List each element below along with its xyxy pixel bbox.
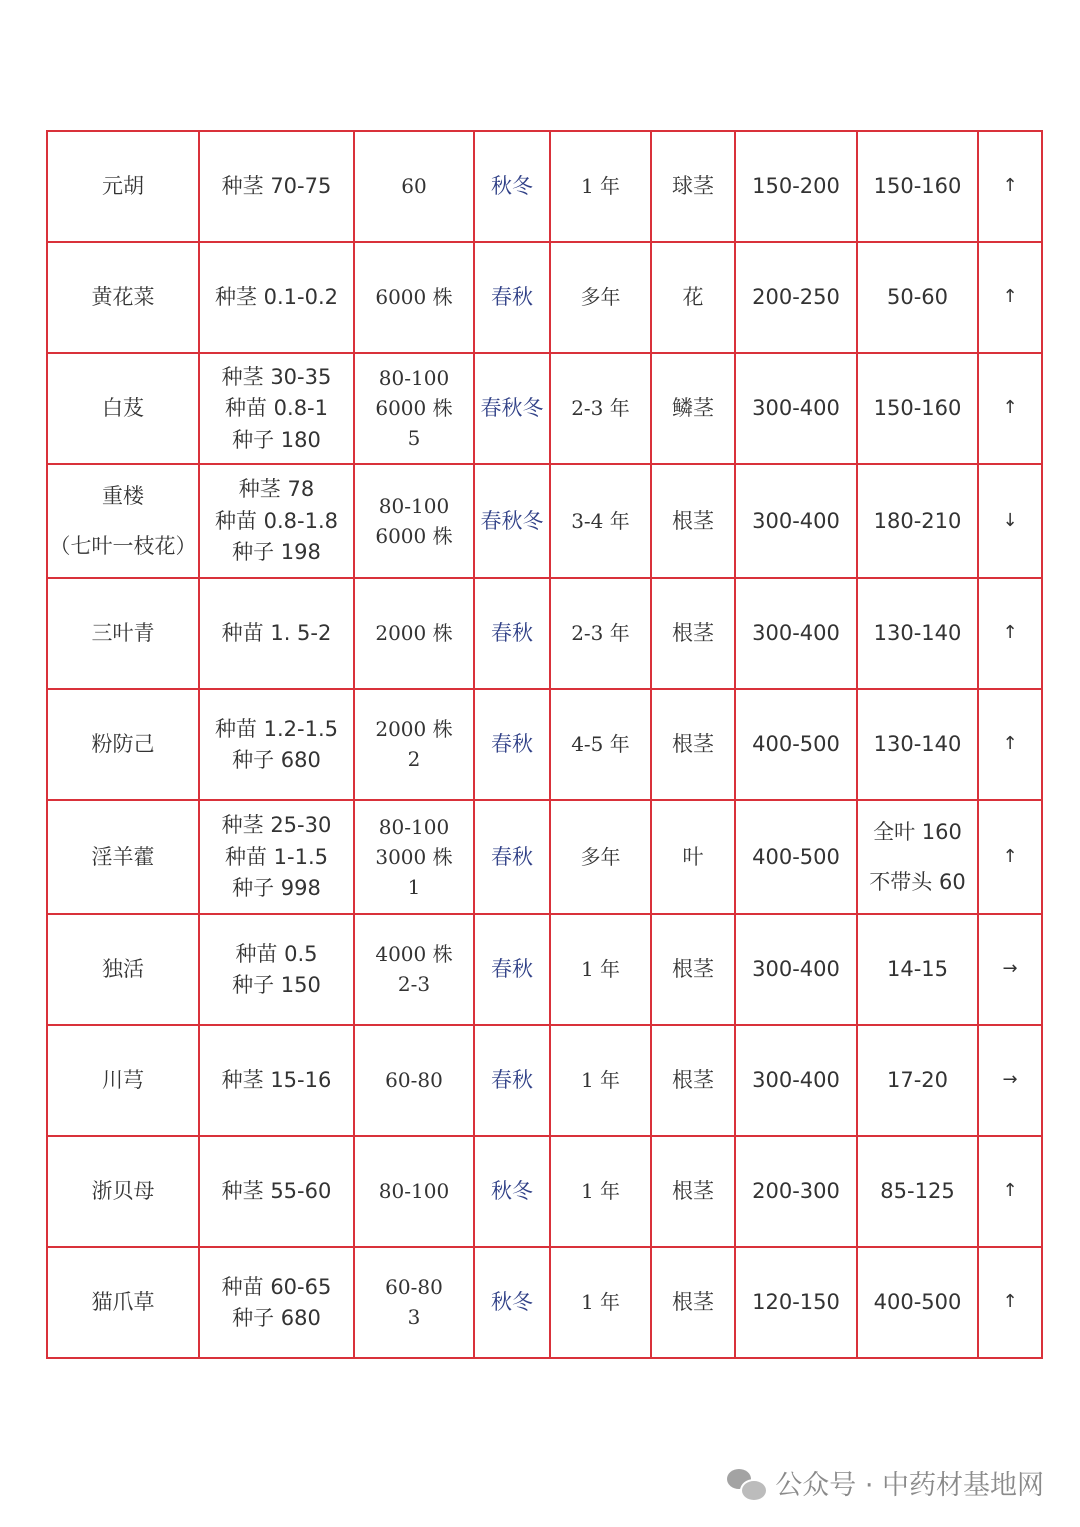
price-cell bbox=[857, 800, 978, 914]
price-cell-line: 400-500 bbox=[873, 1290, 962, 1315]
yield-cell: 300-400 bbox=[735, 914, 857, 1025]
density-cell-line: 3 bbox=[407, 1305, 421, 1329]
price-cell-line: 不带头 60 bbox=[869, 870, 966, 894]
price-cell bbox=[857, 689, 978, 800]
harvest-part-cell: 根茎 bbox=[651, 1136, 735, 1247]
yield-cell: 400-500 bbox=[735, 800, 857, 914]
density-cell bbox=[354, 1247, 474, 1358]
cycle-cell: 多年 bbox=[550, 800, 651, 914]
cycle-cell: 1 年 bbox=[550, 1247, 651, 1358]
trend-arrow-cell: ↓ bbox=[978, 464, 1042, 578]
table-row bbox=[47, 689, 1042, 800]
price-cell bbox=[857, 1136, 978, 1247]
density-cell-line: 6000 株 bbox=[375, 396, 453, 420]
herb-name-cell bbox=[47, 1247, 199, 1358]
density-cell bbox=[354, 464, 474, 578]
season-cell: 春秋 bbox=[474, 242, 550, 353]
density-cell-line: 5 bbox=[407, 426, 421, 450]
herb-name-cell-line: 川芎 bbox=[102, 1068, 144, 1093]
cycle-cell: 2-3 年 bbox=[550, 353, 651, 464]
density-cell-line: 6000 株 bbox=[375, 285, 453, 309]
price-cell-line: 50-60 bbox=[886, 285, 949, 310]
trend-arrow-cell: ↑ bbox=[978, 1136, 1042, 1247]
harvest-part-cell: 根茎 bbox=[651, 1247, 735, 1358]
propagation-cell-line: 种子 150 bbox=[232, 973, 321, 997]
herb-name-cell-line: 重楼 bbox=[102, 483, 144, 508]
harvest-part-cell: 根茎 bbox=[651, 914, 735, 1025]
density-cell-line: 2000 株 bbox=[375, 717, 453, 741]
price-cell-line: 150-160 bbox=[873, 396, 962, 421]
season-cell: 秋冬 bbox=[474, 1247, 550, 1358]
cycle-cell: 2-3 年 bbox=[550, 578, 651, 689]
propagation-cell-line: 种子 680 bbox=[232, 748, 321, 772]
herb-name-cell bbox=[47, 689, 199, 800]
herb-name-cell bbox=[47, 353, 199, 464]
density-cell bbox=[354, 242, 474, 353]
density-cell-line: 2-3 bbox=[397, 972, 431, 996]
herb-name-cell-line: （七叶一枝花） bbox=[49, 534, 197, 558]
propagation-cell bbox=[199, 464, 354, 578]
price-cell-line: 180-210 bbox=[873, 508, 962, 533]
herb-name-cell-line: 独活 bbox=[102, 957, 144, 982]
price-cell bbox=[857, 1247, 978, 1358]
density-cell bbox=[354, 578, 474, 689]
density-cell-line: 60-80 bbox=[385, 1068, 443, 1092]
table-row bbox=[47, 131, 1042, 242]
herb-name-cell-line: 淫羊藿 bbox=[91, 844, 155, 869]
cycle-cell: 1 年 bbox=[550, 1136, 651, 1247]
cycle-cell: 多年 bbox=[550, 242, 651, 353]
season-cell: 春秋冬 bbox=[474, 464, 550, 578]
trend-arrow-cell: ↑ bbox=[978, 242, 1042, 353]
table-row bbox=[47, 353, 1042, 464]
table-row bbox=[47, 1025, 1042, 1136]
season-cell: 春秋 bbox=[474, 578, 550, 689]
propagation-cell bbox=[199, 914, 354, 1025]
herb-name-cell bbox=[47, 914, 199, 1025]
trend-arrow-cell: ↑ bbox=[978, 689, 1042, 800]
harvest-part-cell: 花 bbox=[651, 242, 735, 353]
propagation-cell bbox=[199, 131, 354, 242]
density-cell-line: 80-100 bbox=[378, 366, 450, 390]
herb-name-cell-line: 粉防己 bbox=[91, 732, 155, 757]
trend-arrow-cell: → bbox=[978, 914, 1042, 1025]
cycle-cell: 1 年 bbox=[550, 131, 651, 242]
price-cell-line: 全叶 160 bbox=[873, 819, 962, 844]
propagation-cell-line: 种苗 60-65 bbox=[221, 1274, 332, 1299]
yield-cell: 200-250 bbox=[735, 242, 857, 353]
herb-name-cell bbox=[47, 1025, 199, 1136]
propagation-cell bbox=[199, 353, 354, 464]
price-cell-line: 130-140 bbox=[873, 732, 962, 757]
table-row bbox=[47, 1247, 1042, 1358]
density-cell-line: 80-100 bbox=[378, 493, 450, 518]
price-cell bbox=[857, 464, 978, 578]
propagation-cell-line: 种苗 0.8-1.8 bbox=[214, 508, 339, 533]
density-cell bbox=[354, 1025, 474, 1136]
density-cell-line: 3000 株 bbox=[375, 844, 453, 869]
yield-cell: 300-400 bbox=[735, 578, 857, 689]
trend-arrow-cell: ↑ bbox=[978, 1247, 1042, 1358]
propagation-cell-line: 种苗 0.5 bbox=[235, 941, 318, 966]
table-row bbox=[47, 242, 1042, 353]
density-cell-line: 1 bbox=[407, 874, 421, 899]
cycle-cell: 1 年 bbox=[550, 1025, 651, 1136]
propagation-cell-line: 种茎 0.1-0.2 bbox=[214, 285, 339, 310]
propagation-cell bbox=[199, 1247, 354, 1358]
propagation-cell-line: 种茎 70-75 bbox=[221, 174, 332, 199]
propagation-cell-line: 种苗 0.8-1 bbox=[224, 396, 328, 421]
density-cell bbox=[354, 1136, 474, 1247]
density-cell-line: 60 bbox=[401, 174, 427, 198]
season-cell: 春秋冬 bbox=[474, 353, 550, 464]
price-cell bbox=[857, 914, 978, 1025]
density-cell bbox=[354, 353, 474, 464]
season-cell: 春秋 bbox=[474, 914, 550, 1025]
price-cell-line: 150-160 bbox=[873, 174, 962, 199]
herb-name-cell-line: 元胡 bbox=[102, 174, 144, 199]
propagation-cell bbox=[199, 578, 354, 689]
season-cell: 秋冬 bbox=[474, 1136, 550, 1247]
propagation-cell-line: 种茎 25-30 bbox=[221, 813, 332, 838]
density-cell bbox=[354, 131, 474, 242]
yield-cell: 400-500 bbox=[735, 689, 857, 800]
season-cell: 秋冬 bbox=[474, 131, 550, 242]
table-row bbox=[47, 914, 1042, 1025]
wechat-icon bbox=[727, 1467, 765, 1499]
herb-name-cell bbox=[47, 1136, 199, 1247]
yield-cell: 300-400 bbox=[735, 353, 857, 464]
table-row bbox=[47, 464, 1042, 578]
density-cell bbox=[354, 689, 474, 800]
density-cell-line: 80-100 bbox=[378, 814, 450, 839]
trend-arrow-cell: ↑ bbox=[978, 353, 1042, 464]
herb-name-cell bbox=[47, 578, 199, 689]
table-row bbox=[47, 800, 1042, 914]
herb-price-table bbox=[46, 130, 1043, 1359]
harvest-part-cell: 根茎 bbox=[651, 464, 735, 578]
trend-arrow-cell: ↑ bbox=[978, 800, 1042, 914]
density-cell-line: 60-80 bbox=[385, 1275, 443, 1299]
price-cell bbox=[857, 1025, 978, 1136]
herb-name-cell-line: 浙贝母 bbox=[91, 1179, 155, 1204]
propagation-cell-line: 种苗 1-1.5 bbox=[224, 844, 328, 869]
table-row bbox=[47, 578, 1042, 689]
trend-arrow-cell: ↑ bbox=[978, 131, 1042, 242]
yield-cell: 150-200 bbox=[735, 131, 857, 242]
price-cell-line: 17-20 bbox=[886, 1068, 949, 1093]
propagation-cell-line: 种子 198 bbox=[232, 540, 321, 565]
yield-cell: 200-300 bbox=[735, 1136, 857, 1247]
herb-name-cell bbox=[47, 800, 199, 914]
harvest-part-cell: 根茎 bbox=[651, 578, 735, 689]
season-cell: 春秋 bbox=[474, 1025, 550, 1136]
table-row bbox=[47, 1136, 1042, 1247]
density-cell bbox=[354, 914, 474, 1025]
herb-name-cell-line: 三叶青 bbox=[91, 621, 155, 646]
harvest-part-cell: 根茎 bbox=[651, 1025, 735, 1136]
propagation-cell bbox=[199, 1025, 354, 1136]
propagation-cell bbox=[199, 689, 354, 800]
footer-text: 公众号 · 中药材基地网 bbox=[775, 1470, 1044, 1501]
density-cell-line: 6000 株 bbox=[375, 523, 453, 548]
trend-arrow-cell: ↑ bbox=[978, 578, 1042, 689]
price-cell bbox=[857, 353, 978, 464]
price-cell bbox=[857, 131, 978, 242]
herb-name-cell-line: 白芨 bbox=[102, 396, 144, 421]
propagation-cell-line: 种苗 1. 5-2 bbox=[221, 621, 332, 646]
density-cell-line: 4000 株 bbox=[375, 942, 453, 966]
cycle-cell: 3-4 年 bbox=[550, 464, 651, 578]
herb-name-cell bbox=[47, 242, 199, 353]
price-cell bbox=[857, 242, 978, 353]
herb-name-cell bbox=[47, 464, 199, 578]
price-cell-line: 130-140 bbox=[873, 621, 962, 646]
cycle-cell: 1 年 bbox=[550, 914, 651, 1025]
density-cell bbox=[354, 800, 474, 914]
propagation-cell-line: 种茎 30-35 bbox=[221, 364, 332, 389]
harvest-part-cell: 叶 bbox=[651, 800, 735, 914]
harvest-part-cell: 球茎 bbox=[651, 131, 735, 242]
yield-cell: 120-150 bbox=[735, 1247, 857, 1358]
harvest-part-cell: 鳞茎 bbox=[651, 353, 735, 464]
propagation-cell-line: 种茎 55-60 bbox=[221, 1179, 332, 1204]
yield-cell: 300-400 bbox=[735, 464, 857, 578]
density-cell-line: 80-100 bbox=[378, 1179, 450, 1203]
footer-watermark bbox=[727, 1463, 1044, 1502]
propagation-cell-line: 种苗 1.2-1.5 bbox=[214, 716, 339, 741]
density-cell-line: 2 bbox=[407, 747, 421, 771]
trend-arrow-cell: → bbox=[978, 1025, 1042, 1136]
herb-name-cell bbox=[47, 131, 199, 242]
cycle-cell: 4-5 年 bbox=[550, 689, 651, 800]
harvest-part-cell: 根茎 bbox=[651, 689, 735, 800]
propagation-cell-line: 种子 180 bbox=[232, 427, 321, 452]
propagation-cell bbox=[199, 242, 354, 353]
propagation-cell-line: 种茎 78 bbox=[238, 477, 315, 502]
price-cell bbox=[857, 578, 978, 689]
density-cell-line: 2000 株 bbox=[375, 621, 453, 645]
price-cell-line: 85-125 bbox=[880, 1179, 955, 1204]
herb-name-cell-line: 猫爪草 bbox=[91, 1290, 155, 1315]
propagation-cell-line: 种茎 15-16 bbox=[221, 1068, 332, 1093]
season-cell: 春秋 bbox=[474, 689, 550, 800]
herb-name-cell-line: 黄花菜 bbox=[91, 285, 155, 310]
propagation-cell-line: 种子 998 bbox=[232, 876, 321, 901]
season-cell: 春秋 bbox=[474, 800, 550, 914]
propagation-cell bbox=[199, 1136, 354, 1247]
price-cell-line: 14-15 bbox=[886, 957, 949, 982]
yield-cell: 300-400 bbox=[735, 1025, 857, 1136]
propagation-cell bbox=[199, 800, 354, 914]
propagation-cell-line: 种子 680 bbox=[232, 1306, 321, 1330]
